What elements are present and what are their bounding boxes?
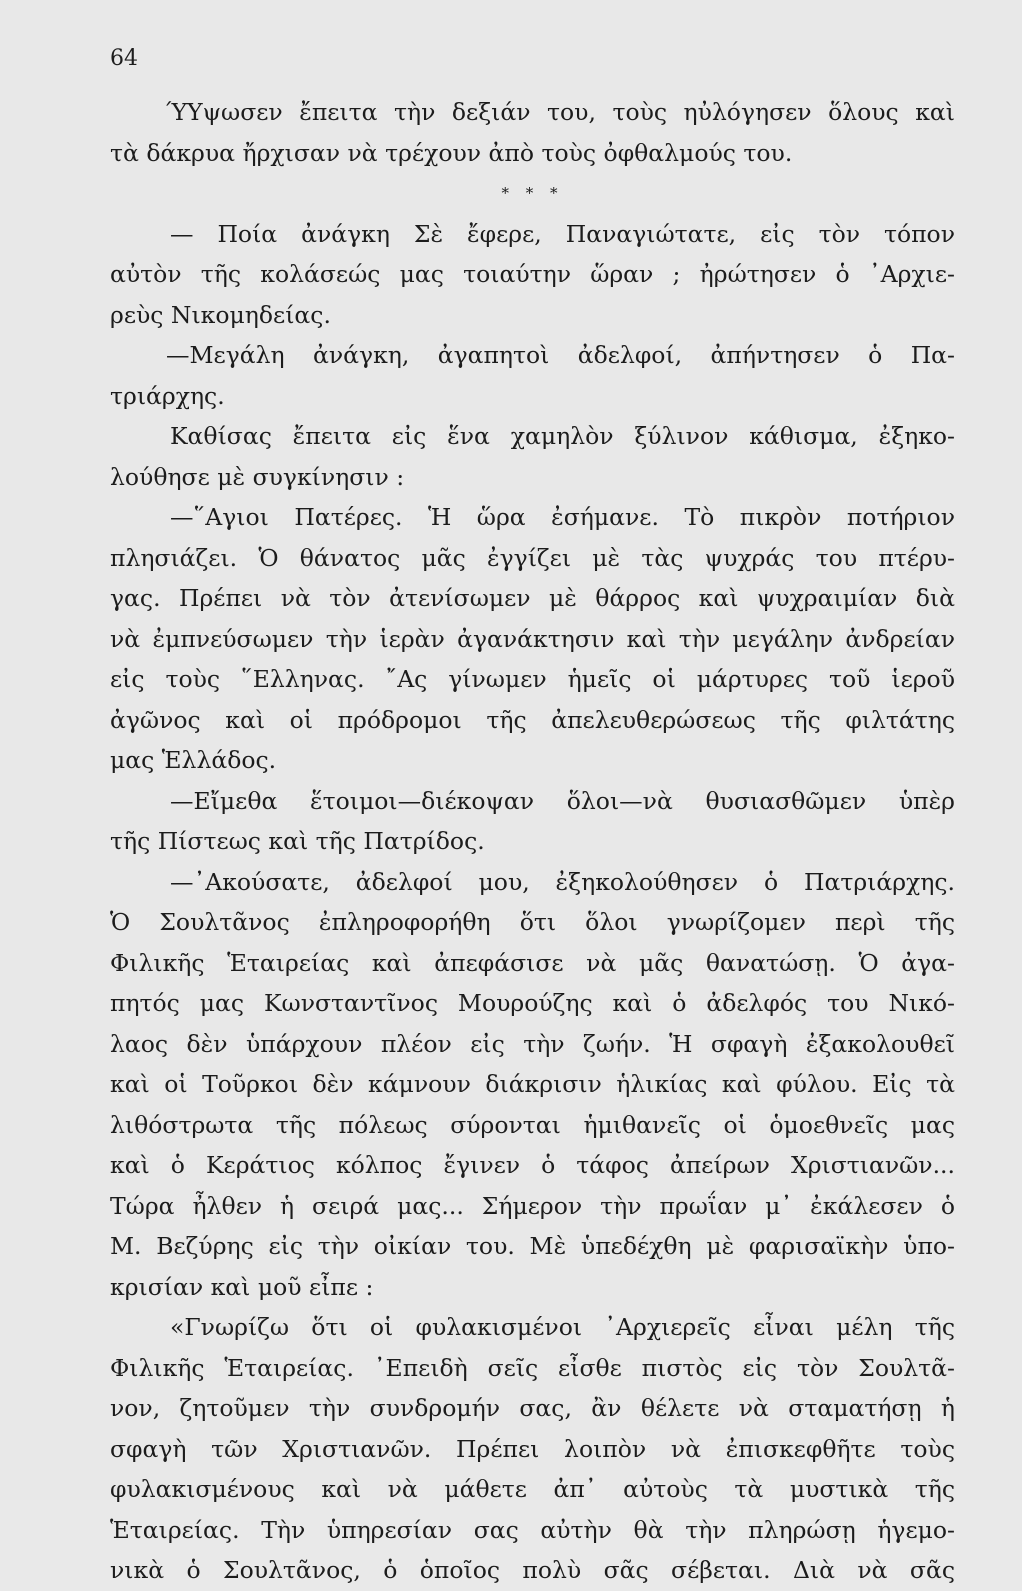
text-line: λαος δὲν ὑπάρχουν πλέον εἰς τὴν ζωήν. Ἡ σφαγὴ ἐξακολουθεῖ: [110, 1029, 955, 1058]
text-line: νὰ ἐμπνεύσωμεν τὴν ἱερὰν ἀγανάκτησιν καὶ τὴν μεγάλην ἀνδρείαν: [110, 624, 955, 653]
text-line: —᾿Ακούσατε, ἀδελφοί μου, ἐξηκολούθησεν ὁ Πατριάρχης.: [170, 867, 955, 896]
text-line: Φιλικῆς Ἑταιρείας καὶ ἀπεφάσισε νὰ μᾶς θανατώσῃ. Ὁ ἀγα-: [110, 948, 955, 977]
text-line: γας. Πρέπει νὰ τὸν ἀτενίσωμεν μὲ θάρρος καὶ ψυχραιμίαν διὰ: [110, 584, 955, 612]
text-line: νικὰ ὁ Σουλτᾶνος, ὁ ὁποῖος πολὺ σᾶς σέβεται. Διὰ νὰ σᾶς: [110, 1556, 955, 1584]
text-line: τῆς Πίστεως καὶ τῆς Πατρίδος.: [110, 827, 485, 855]
text-line: Φιλικῆς Ἑταιρείας. ᾿Επειδὴ σεῖς εἶσθε πιστὸς εἰς τὸν Σουλτᾶ-: [110, 1353, 955, 1382]
text-line: ρεὺς Νικομηδείας.: [110, 300, 331, 329]
text-line: Ὁ Σουλτᾶνος ἐπληροφορήθη ὅτι ὅλοι γνωρίζομεν περὶ τῆς: [110, 908, 955, 936]
text-line: λούθησε μὲ συγκίνησιν :: [110, 462, 405, 491]
text-line: — Ποία ἀνάγκη Σὲ ἔφερε, Παναγιώτατε, εἰς τὸν τόπον: [170, 219, 955, 248]
body-text: [110, 92, 955, 1591]
text-line: ἀγῶνος καὶ οἱ πρόδρομοι τῆς ἀπελευθερώσεως τῆς φιλτάτης: [110, 705, 955, 734]
text-line: κρισίαν καὶ μοῦ εἶπε :: [110, 1272, 374, 1301]
text-line: τὰ δάκρυα ἤρχισαν νὰ τρέχουν ἀπὸ τοὺς ὀφθαλμούς του.: [110, 138, 793, 167]
text-line: Καθίσας ἔπειτα εἰς ἕνα χαμηλὸν ξύλινον κάθισμα, ἐξηκο-: [170, 422, 955, 450]
text-line: καὶ οἱ Τοῦρκοι δὲν κάμνουν διάκρισιν ἡλικίας καὶ φύλου. Εἰς τὰ: [110, 1070, 955, 1098]
text-line: πητός μας Κωνσταντῖνος Μουρούζης καὶ ὁ ἀδελφός του Νικό-: [110, 989, 955, 1017]
text-line: πλησιάζει. Ὁ θάνατος μᾶς ἐγγίζει μὲ τὰς ψυχράς του πτέρυ-: [110, 543, 955, 572]
text-line: εἰς τοὺς ῞Ελληνας. ῎Ας γίνωμεν ἡμεῖς οἱ μάρτυρες τοῦ ἱεροῦ: [110, 665, 955, 693]
text-line: καὶ ὁ Κεράτιος κόλπος ἔγινεν ὁ τάφος ἀπείρων Χριστιανῶν...: [110, 1151, 955, 1179]
page-number: 64: [110, 46, 138, 71]
text-line: —Μεγάλη ἀνάγκη, ἀγαπητοὶ ἀδελφοί, ἀπήντησεν ὁ Πα-: [166, 341, 955, 369]
text-line: Ἑταιρείας. Τὴν ὑπηρεσίαν σας αὐτὴν θὰ τὴν πληρώσῃ ἡγεμο-: [110, 1515, 955, 1544]
text-line: αὐτὸν τῆς κολάσεώς μας τοιαύτην ὥραν ; ἠρώτησεν ὁ ᾿Αρχιε-: [110, 260, 955, 288]
text-line: «Γνωρίζω ὅτι οἱ φυλακισμένοι ᾿Αρχιερεῖς εἶναι μέλη τῆς: [170, 1313, 955, 1341]
text-line: Μ. Βεζύρης εἰς τὴν οἰκίαν του. Μὲ ὑπεδέχθη μὲ φαρισαϊκὴν ὑπο-: [110, 1232, 955, 1260]
text-line: —῞Αγιοι Πατέρες. Ἡ ὥρα ἐσήμανε. Τὸ πικρὸν ποτήριον: [170, 503, 955, 531]
text-line: τριάρχης.: [110, 381, 225, 410]
text-line: —Εἴμεθα ἕτοιμοι—διέκοψαν ὅλοι—νὰ θυσιασθῶμεν ὑπὲρ: [170, 786, 955, 815]
text-line: μας Ἑλλάδος.: [110, 746, 277, 774]
text-line: σφαγὴ τῶν Χριστιανῶν. Πρέπει λοιπὸν νὰ ἐπισκεφθῆτε τοὺς: [110, 1434, 955, 1463]
text-line: νον, ζητοῦμεν τὴν συνδρομήν σας, ἂν θέλετε νὰ σταματήσῃ ἡ: [110, 1394, 955, 1422]
text-line: Τώρα ἦλθεν ἡ σειρά μας... Σήμερον τὴν πρωΐαν μ᾿ ἐκάλεσεν ὁ: [110, 1191, 955, 1220]
section-separator: * * *: [501, 184, 564, 202]
text-line: λιθόστρωτα τῆς πόλεως σύρονται ἡμιθανεῖς οἱ ὁμοεθνεῖς μας: [110, 1110, 955, 1139]
text-line: φυλακισμένους καὶ νὰ μάθετε ἀπ᾿ αὐτοὺς τὰ μυστικὰ τῆς: [110, 1475, 955, 1503]
text-line: ΎΥψωσεν ἔπειτα τὴν δεξιάν του, τοὺς ηὐλόγησεν ὅλους καὶ: [166, 98, 955, 126]
